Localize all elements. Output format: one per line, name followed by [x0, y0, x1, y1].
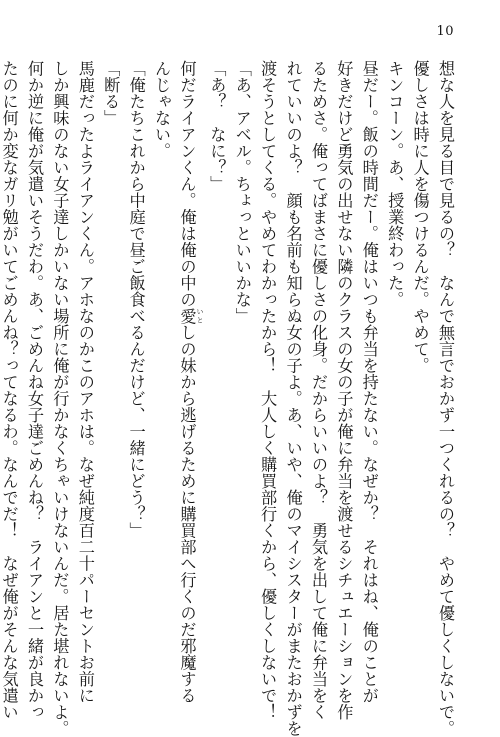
text-line: るためさ。俺ってばまさに優しさの化身。だからいいのよ？ 勇気を出して俺に弁当をく: [308, 60, 328, 720]
ruby-annotation: 愛 いと: [177, 307, 204, 324]
text-line: 渡そうとしてくる。やめてわかったから！ 大人しく購買部行くから、優しくしないで！: [258, 60, 278, 720]
text-line-with-ruby: 何だライアンくん。俺は俺の中の愛 いとしの妹から逃げるために購買部へ行くのだ邪魔する: [177, 60, 204, 704]
text-line: 優しさは時に人を傷つけるんだ。やめて。: [410, 60, 430, 374]
text-line: 馬鹿だったよライアンくん。アホなのかこのアホは。なぜ純度百二十パーセントお前に: [75, 60, 95, 704]
text-line: 昼だー。飯の時間だー。俺はいつも弁当を持たない。なぜか？ それはね、俺のことが: [359, 60, 379, 704]
text-line: 「断る」: [101, 60, 121, 126]
ruby-reading: いと: [195, 307, 204, 324]
text-line: 何か逆に俺が気遣いそうだわ。あ、ごめんね女子達ごめんね？ ライアンと一緒が良かっ: [25, 60, 44, 720]
text-line: んじゃない。: [152, 60, 172, 159]
text-line: たのに何か変なガリ勉がいてごめんね？ってなるわ。なんでだ！ なぜ俺がそんな気遣い: [0, 60, 19, 720]
text-line: しか興味のない女子達しかいない場所に俺が行かなくちゃいけないんだ。居た堪れないよ。: [50, 60, 70, 737]
text-line: れていいのよ？ 顔も名前も知らぬ女の子よ。あ、いや、俺のマイシスターがまたおかずを: [283, 60, 303, 737]
text-line: 「俺たちこれから中庭で昼ご飯食べるんだけど、一緒にどう？」: [126, 60, 146, 539]
text-line: 「あ、アベル。ちょっといいかな」: [232, 60, 252, 324]
text-line: キンコーン。あ、授業終わった。: [385, 60, 405, 308]
text-line: 好きだけど勇気の出せない隣のクラスの女の子が俺に弁当を渡せるシチュエーションを作: [334, 60, 354, 720]
text-line: 想な人を見る目で見るの？ なんで無言でおかず一つくれるの？ やめて優しくしないで。: [436, 60, 455, 737]
text-line: 「あ？ なに？」: [207, 60, 227, 192]
page-number: 10: [436, 24, 454, 39]
vertical-text-body: [0, 60, 458, 737]
